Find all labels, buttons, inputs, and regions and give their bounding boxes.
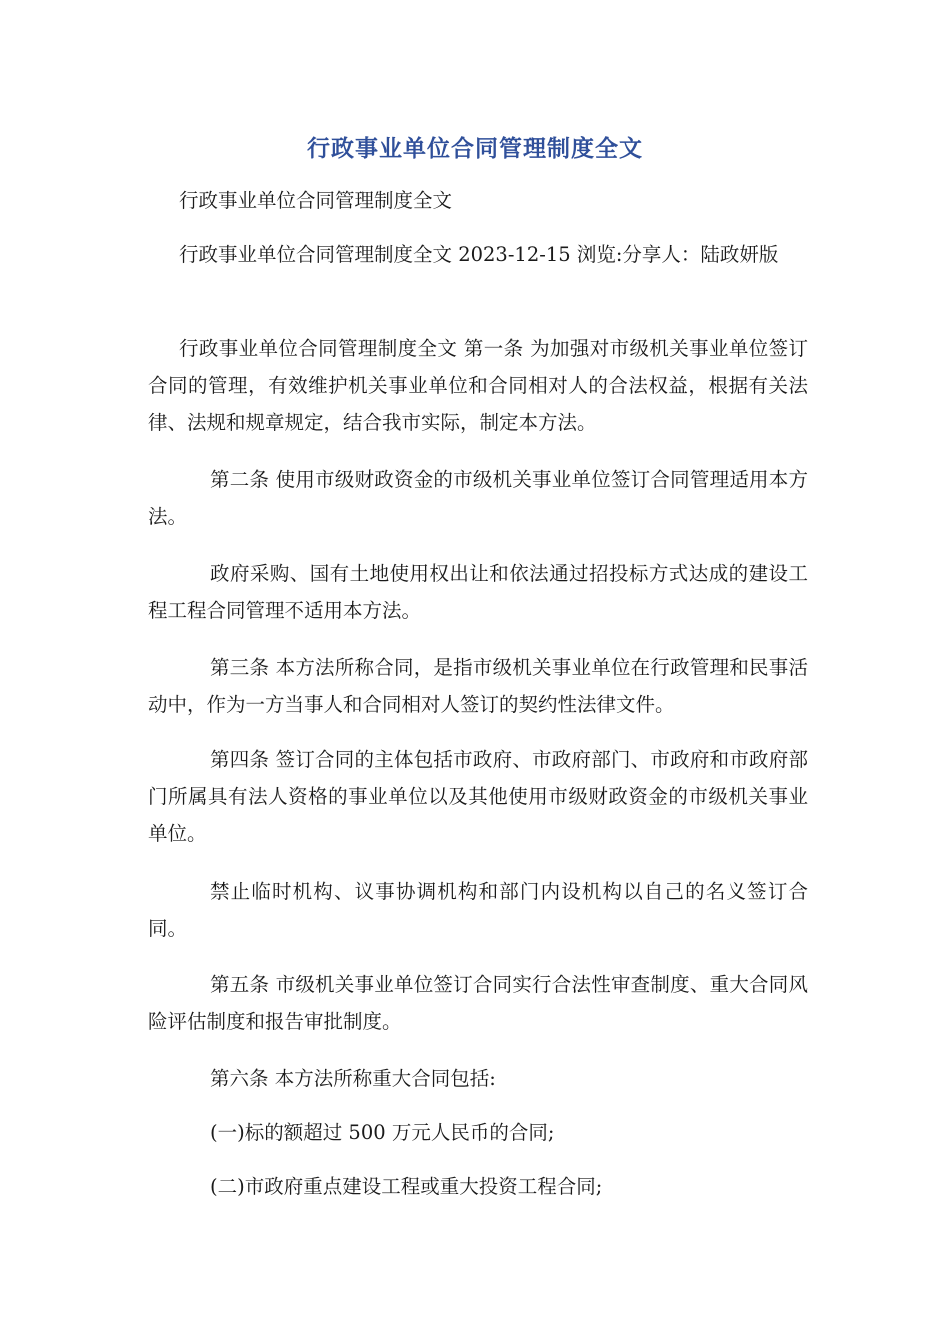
paragraph-meta: 行政事业单位合同管理制度全文 2023-12-15 浏览:分享人：陆政妍版 [179, 243, 779, 266]
paragraph-article-1: 行政事业单位合同管理制度全文 第一条 为加强对市级机关事业单位签订合同的管理，有效维护机关事业单位和合同相对人的合法权益，根据有关法律、法规和规章规定，结合我市实际，制定本方法。 [148, 337, 808, 434]
paragraph-article-2-exclusion: 政府采购、国有土地使用权出让和依法通过招投标方式达成的建设工程工程合同管理不适用本方法。 [148, 562, 808, 622]
list-item: (一)标的额超过 500 万元人民币的合同; [210, 1121, 555, 1144]
paragraph-article-4: 第四条 签订合同的主体包括市政府、市政府部门、市政府和市政府部门所属具有法人资格的事业单位以及其他使用市级财政资金的市级机关事业单位。 [148, 748, 808, 845]
paragraph-article-5: 第五条 市级机关事业单位签订合同实行合法性审查制度、重大合同风险评估制度和报告审批制度。 [148, 973, 808, 1033]
document-title: 行政事业单位合同管理制度全文 [307, 136, 643, 162]
paragraph-article-4-prohibition: 禁止临时机构、议事协调机构和部门内设机构以自己的名义签订合同。 [148, 880, 808, 940]
paragraph-article-6: 第六条 本方法所称重大合同包括: [210, 1067, 496, 1090]
paragraph-article-2: 第二条 使用市级财政资金的市级机关事业单位签订合同管理适用本方法。 [148, 468, 808, 528]
paragraph-article-3: 第三条 本方法所称合同，是指市级机关事业单位在行政管理和民事活动中，作为一方当事人和合同相对人签订的契约性法律文件。 [148, 656, 808, 716]
list-item: (二)市政府重点建设工程或重大投资工程合同; [210, 1175, 603, 1198]
paragraph-intro: 行政事业单位合同管理制度全文 [179, 189, 453, 212]
